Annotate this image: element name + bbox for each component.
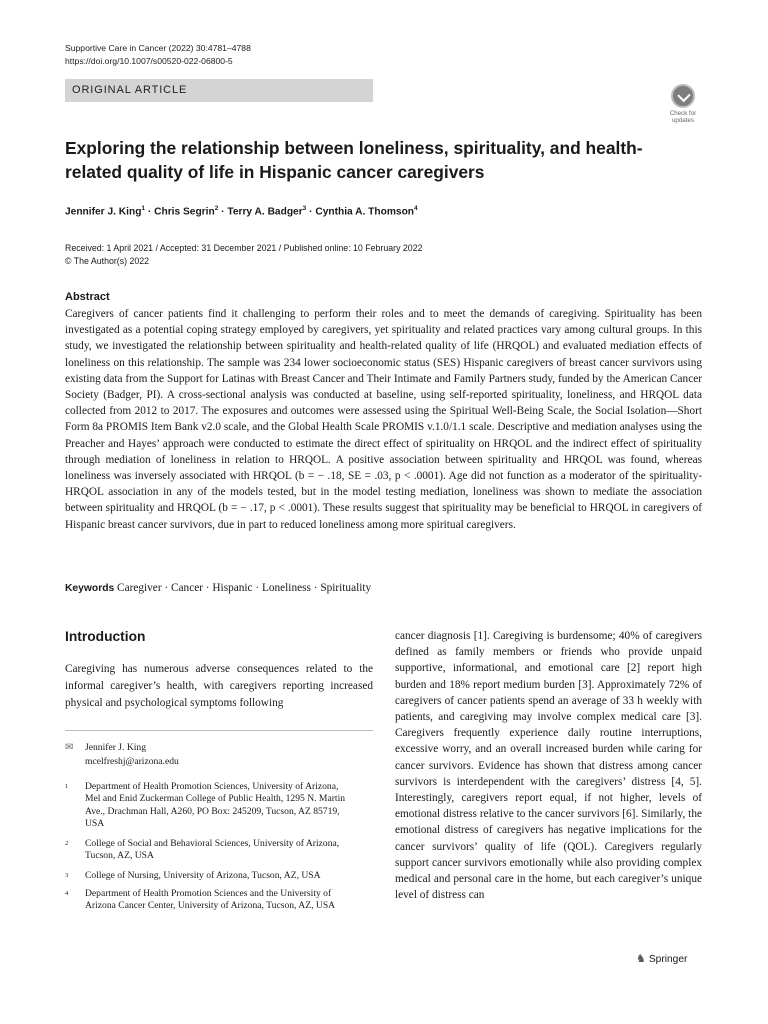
keywords-line xyxy=(65,582,371,594)
introduction-heading: Introduction xyxy=(65,629,146,644)
footnote-text: College of Social and Behavioral Sciences, University of Arizona, Tucson, AZ, USA xyxy=(85,838,340,862)
corresponding-name: Jennifer J. King xyxy=(85,742,147,753)
received-accepted-published: Received: 1 April 2021 / Accepted: 31 December 2021 / Published online: 10 February 2022 xyxy=(65,243,423,253)
keywords-list: Caregiver · Cancer · Hispanic · Loneliness · Spirituality xyxy=(117,582,372,594)
affiliation-footnote xyxy=(65,888,373,913)
author-separator: · xyxy=(145,206,155,218)
footnote-number: 3 xyxy=(65,872,69,879)
publisher-name: Springer xyxy=(648,954,688,965)
footnote-text: Department of Health Promotion Sciences, University of Arizona, Mel and Enid Zuckerman College of Public Health, 1295 N. Martin Ave., Drachman Hall, A260, PO Box: 245209, Tucson, AZ 85719, USA xyxy=(85,781,346,829)
affiliation-footnote xyxy=(65,781,373,830)
footnote-divider xyxy=(65,730,373,731)
footnote-number: 2 xyxy=(65,840,69,847)
keywords-label: Keywords xyxy=(65,583,115,594)
journal-info xyxy=(65,42,251,68)
author-separator: · xyxy=(306,206,316,218)
copyright-line: © The Author(s) 2022 xyxy=(65,256,150,266)
author-list xyxy=(65,205,418,217)
author-affiliation: 4 xyxy=(414,205,418,212)
author-name[interactable]: Cynthia A. Thomson xyxy=(315,206,415,218)
author-affiliation: 3 xyxy=(302,205,307,212)
corresponding-email[interactable]: mcelfreshj@arizona.edu xyxy=(85,755,179,767)
footnote-number: 4 xyxy=(65,890,69,897)
author-separator: · xyxy=(218,206,228,218)
author-name[interactable]: Jennifer J. King xyxy=(65,206,142,218)
author-affiliation: 2 xyxy=(214,205,219,212)
journal-citation: Supportive Care in Cancer (2022) 30:4781–4788 xyxy=(65,43,251,53)
publication-dates xyxy=(65,242,422,268)
abstract-heading: Abstract xyxy=(65,291,110,303)
check-icon xyxy=(671,84,695,108)
author-affiliation: 1 xyxy=(141,205,146,212)
footnote-text: Department of Health Promotion Sciences and the University of Arizona Cancer Center, University of Arizona, Tucson, AZ, USA xyxy=(85,888,336,912)
corresponding-author xyxy=(65,741,179,767)
envelope-icon: ✉ xyxy=(65,742,74,753)
affiliation-footnote xyxy=(65,838,373,863)
crossmark-badge[interactable] xyxy=(664,84,702,124)
article-type-banner: ORIGINAL ARTICLE xyxy=(65,79,373,102)
abstract-text: Caregivers of cancer patients find it challenging to perform their roles and to meet the demands of caregiving. Spirituality has been investigated as a potential coping strategy employed by caregivers, yet spirituality and related practices vary among cultural groups. In this study, we investigated the relationship between spirituality and health-related quality of life (HRQOL) and evaluated mediation effects of loneliness on this relationship. The sample was 234 lower socioeconomic status (SES) Hispanic caregivers of breast cancer survivors using existing data from the Support for Latinas with Breast Cancer and Their Intimate and Family Partners study, funded by the American Cancer Society (Badger, PI). A cross-sectional analysis was conducted at baseline, using self-reported spirituality, loneliness, and HRQOL data collected from 2012 to 2017. The exposures and outcomes were assessed using the Spiritual Well-Being Scale, the Social Isolation—Short Form 8a PROMIS Item Bank v2.0 scale, and the Global Health Scale PROMIS v.1.0/1.1 scale. Descriptive and mediation analyses using the Preacher and Hayes’ approach were conducted to estimate the direct effect of spirituality on HRQOL and the indirect effect of spirituality through mediation of loneliness in relation to HRQOL. A positive association between spirituality and HRQOL was found, whereas loneliness was inversely associated with HRQOL (b = − .18, SE = .03, p < .0001). Age did not function as a moderator of the spirituality-HRQOL association in any of the models tested, but in the model testing mediation, loneliness was shown to mediate the association between spirituality and HRQOL (b = − .17, p < .0001). These results suggest that spirituality may be beneficial to HRQOL in caregivers of Hispanic breast cancer survivors, due in part to reduced loneliness among more spiritual caregivers. xyxy=(65,308,702,531)
article-title: Exploring the relationship between loneliness, spirituality, and health-related quality of life in Hispanic cancer caregivers xyxy=(65,138,643,182)
footnote-text: College of Nursing, University of Arizona, Tucson, AZ, USA xyxy=(85,870,321,881)
author-name[interactable]: Chris Segrin xyxy=(154,206,215,218)
publisher-logo xyxy=(636,952,687,965)
introduction-left-column: Caregiving has numerous adverse consequences related to the informal caregiver’s health, with caregivers reporting increased physical and psychological symptoms following xyxy=(65,663,373,709)
introduction-right-column: cancer diagnosis [1]. Caregiving is burdensome; 40% of caregivers defined as family members or friends who provide unpaid supportive, informational, and emotional care [2] report high burden and 18% report medium burden [3]. Approximately 72% of caregivers of cancer patients spend an average of 33 h weekly with patients, and caregiving may involve complex medical care [3]. Caregivers frequently experience daily routine interruptions, excessive worry, and an overall increased burden while caring for cancer survivors. Evidence has shown that distress among cancer survivors is interdependent with the caregivers’ distress [4, 5]. Interestingly, caregivers report equal, if not higher, levels of emotional distress relative to the cancer survivors [6]. Similarly, the emotional distress of caregivers has negative implications for the cancer survivors’ quality of life (QOL). Caregivers regularly support cancer survivors emotionally while also providing complex medical and personal care in the home, but each caregiver’s unique level of distress can xyxy=(395,630,702,902)
springer-horse-icon: ♞ xyxy=(636,953,646,965)
author-name[interactable]: Terry A. Badger xyxy=(227,206,303,218)
affiliation-footnote xyxy=(65,870,373,882)
doi-link[interactable]: https://doi.org/10.1007/s00520-022-06800-5 xyxy=(65,56,233,66)
crossmark-label: Check for updates xyxy=(669,110,697,124)
footnote-number: 1 xyxy=(65,783,69,790)
